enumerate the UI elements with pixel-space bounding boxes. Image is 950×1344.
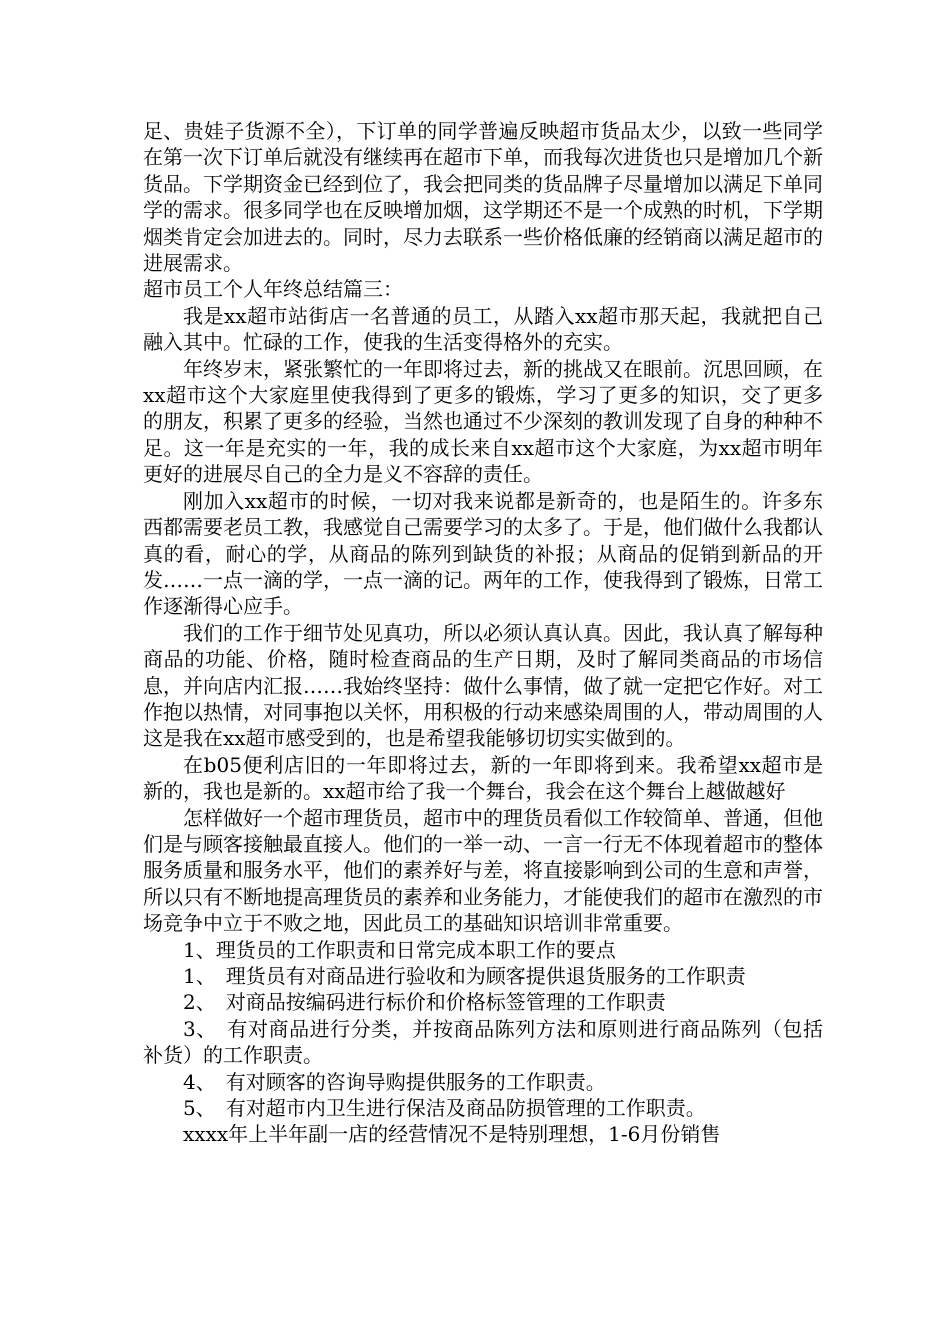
paragraph: 刚加入xx超市的时候，一切对我来说都是新奇的，也是陌生的。许多东西都需要老员工教，我感觉自己需要学习的太多了。于是，他们做什么我都认真的看，耐心的学，从商品的陈列到缺货的补报；从商品的促销到新品的开发……一点一滴的学，一点一滴的记。两年的工作，使我得到了锻炼，日常工作逐渐得心应手。 xyxy=(143,488,823,619)
list-item: 5、 有对超市内卫生进行保洁及商品防损管理的工作职责。 xyxy=(183,1096,706,1121)
paragraph: 足、贵娃子货源不全），下订单的同学普遍反映超市货品太少，以致一些同学在第一次下订单后就没有继续再在超市下单，而我每次进货也只是增加几个新货品。下学期资金已经到位了，我会把同类的货品牌子尽量增加以满足下单同学的需求。很多同学也在反映增加烟，这学期还不是一个成熟的时机，下学期烟类肯定会加进去的。同时，尽力去联系一些价格低廉的经销商以满足超市的进展需求。 xyxy=(143,119,823,276)
list-item: 4、 有对顾客的咨询导购提供服务的工作职责。 xyxy=(183,1069,606,1094)
paragraph: 怎样做好一个超市理货员，超市中的理货员看似工作较简单、普通，但他们是与顾客接触最直接人。他们的一举一动、一言一行无不体现着超市的整体服务质量和服务水平，他们的素养好与差，将直接影响到公司的生意和声誉，所以只有不断地提高理货员的素养和业务能力，才能使我们的超市在激烈的市场竞争中立于不败之地，因此员工的基础知识培训非常重要。 xyxy=(143,805,823,936)
paragraph: 年终岁末，紧张繁忙的一年即将过去，新的挑战又在眼前。沉思回顾，在xx超市这个大家庭里使我得到了更多的锻炼，学习了更多的知识，交了更多的朋友，积累了更多的经验，当然也通过不少深刻的教训发现了自身的种种不足。这一年是充实的一年，我的成长来自xx超市这个大家庭，为xx超市明年更好的进展尽自己的全力是义不容辞的责任。 xyxy=(143,356,823,487)
list-heading: 1、理货员的工作职责和日常完成本职工作的要点 xyxy=(183,937,616,962)
paragraph: 在b05便利店旧的一年即将过去，新的一年即将到来。我希望xx超市是新的，我也是新的。xx超市给了我一个舞台，我会在这个舞台上越做越好 xyxy=(143,752,823,804)
list-item: 1、 理货员有对商品进行验收和为顾客提供退货服务的工作职责 xyxy=(183,964,746,988)
paragraph: xxxx年上半年副一店的经营情况不是特别理想，1-6月份销售 xyxy=(183,1122,721,1147)
paragraph: 我是xx超市站街店一名普通的员工，从踏入xx超市那天起，我就把自己融入其中。忙碌的工作，使我的生活变得格外的充实。 xyxy=(143,303,823,355)
list-item: 3、 有对商品进行分类，并按商品陈列方法和原则进行商品陈列（包括补货）的工作职责。 xyxy=(143,1016,823,1068)
document-body xyxy=(143,118,823,1148)
list-item: 2、 对商品按编码进行标价和价格标签管理的工作职责 xyxy=(183,990,666,1015)
paragraph: 我们的工作于细节处见真功，所以必须认真认真。因此，我认真了解每种商品的功能、价格，随时检查商品的生产日期，及时了解同类商品的市场信息，并向店内汇报……我始终坚持：做什么事情，做了就一定把它作好。对工作抱以热情，对同事抱以关怀，用积极的行动来感染周围的人，带动周围的人这是我在xx超市感受到的，也是希望我能够切切实实做到的。 xyxy=(143,620,823,751)
section-heading: 超市员工个人年终总结篇三： xyxy=(143,277,403,302)
